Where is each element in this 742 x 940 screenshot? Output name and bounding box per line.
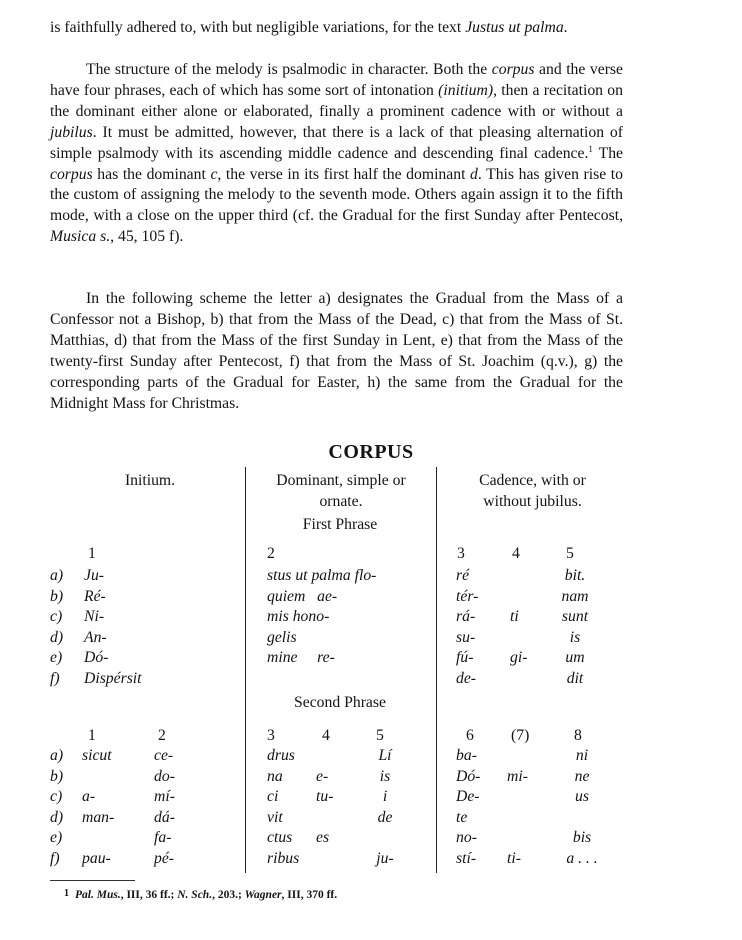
- text-run: Wagner: [244, 889, 282, 901]
- footnote-text: [75, 889, 337, 901]
- footnote-rule: [50, 880, 135, 881]
- table-cell: ré: [456, 567, 470, 584]
- footnote-mark: 1: [64, 888, 69, 899]
- text-run: , then a recitation on the dominant either alone or elaborated, finally a prominent cadence with or without a: [50, 81, 623, 120]
- table-cell: [316, 746, 333, 767]
- table-cell: drus: [267, 747, 295, 764]
- table-cell: [510, 587, 527, 608]
- phrase2-col-4: [316, 746, 333, 869]
- table-cell: na: [267, 767, 283, 785]
- table-cell: b): [50, 767, 64, 785]
- phrase1-initium: [84, 566, 142, 689]
- table-cell: es: [316, 829, 330, 846]
- table-cell: [267, 669, 376, 690]
- phrase2-col-1: [82, 746, 114, 869]
- phrase2-col-number: 3: [267, 727, 275, 744]
- table-cell: ni: [575, 747, 589, 764]
- table-cell: [507, 746, 528, 767]
- text-run: corpus: [50, 165, 93, 183]
- table-cell: Dó-: [456, 767, 481, 785]
- table-cell: man-: [82, 808, 115, 826]
- phrase2-col-3: [267, 746, 299, 869]
- table-cell: stí-: [456, 849, 477, 867]
- table-cell: vit: [267, 808, 283, 826]
- table-cell: dá-: [154, 808, 175, 826]
- table-cell: su-: [456, 628, 476, 646]
- table-cell: rá-: [456, 608, 476, 625]
- table-cell: Lí: [378, 747, 392, 764]
- text-run: N. Sch.: [177, 889, 213, 901]
- text-run: has the dominant: [92, 165, 211, 183]
- table-cell: tér-: [456, 587, 479, 605]
- table-cell: ctus: [267, 829, 293, 846]
- table-cell: ju-: [376, 849, 394, 867]
- table-cell: pau-: [82, 849, 111, 867]
- text-run: , 45, 105 f).: [110, 228, 184, 246]
- phrase1-cadence-3: [456, 566, 478, 689]
- table-cell: mi-: [507, 767, 528, 785]
- table-cell: [82, 767, 114, 788]
- text-run: , the verse in its first half the dominant: [217, 165, 471, 183]
- cadence-column-header: Cadence, with or without jubilus.: [479, 472, 586, 510]
- table-cell: e): [50, 829, 63, 846]
- table-cell: stus ut palma flo-: [267, 567, 377, 584]
- paragraph-2: [50, 60, 623, 248]
- phrase2-col-number: 4: [322, 727, 330, 744]
- text-run: (initium): [438, 81, 494, 99]
- phrase1-col-number: 1: [88, 545, 96, 562]
- phrase1-dominant: [267, 566, 376, 689]
- table-cell: a-: [82, 788, 96, 805]
- table-cell: ti: [510, 608, 519, 625]
- table-cell: nam: [561, 587, 589, 605]
- text-run: c: [210, 165, 218, 183]
- table-cell: dit: [566, 669, 584, 687]
- phrase2-col-6: [456, 746, 480, 869]
- table-cell: d): [50, 808, 64, 826]
- phrase1-cadence-5: [556, 566, 594, 689]
- first-phrase-label: First Phrase: [302, 516, 378, 533]
- table-cell: f): [50, 849, 60, 867]
- table-cell: a): [50, 567, 64, 584]
- table-cell: de-: [456, 669, 477, 687]
- text-run: and the verse have four phrases, each of which has some sort of intonation: [50, 61, 623, 99]
- table-cell: [507, 828, 528, 849]
- table-cell: [560, 808, 604, 829]
- table-cell: Ni-: [84, 608, 105, 625]
- table-cell: b): [50, 587, 64, 605]
- table-cell: bis: [572, 829, 592, 846]
- phrase1-col-number: 3: [457, 545, 465, 562]
- text-run: The: [592, 144, 623, 162]
- table-cell: Ré-: [84, 587, 106, 605]
- table-cell: [316, 808, 333, 829]
- table-cell: do-: [154, 767, 175, 785]
- table-cell: de: [377, 808, 393, 826]
- phrase1-col-number: 5: [566, 545, 574, 562]
- table-cell: sicut: [82, 747, 112, 764]
- table-cell: [510, 566, 527, 587]
- table-cell: te: [456, 808, 468, 826]
- table-cell: c): [50, 608, 63, 625]
- table-cell: De-: [456, 788, 480, 805]
- footnote-ref: 1: [588, 143, 593, 154]
- column-divider-left: [245, 467, 246, 873]
- table-cell: no-: [456, 829, 477, 846]
- table-cell: mis hono-: [267, 608, 330, 625]
- column-divider-right: [436, 467, 437, 873]
- text-run: In the following scheme the letter a) designates the Gradual from the Mass of a Confessor not a Bishop, b) that from the Mass of the Dead, c) that from the Mass of St. Matthias, d) that from the Mass of the first Sunday in Lent, e) that from the Mass of the twenty-first Sunday after Pentecost, f) that from the Mass of St. Joachim (q.v.), g) the corresponding parts of the Gradual for Easter, h) the same from the Gradual for the Midnight Mass for Christmas.: [50, 290, 623, 412]
- table-cell: mí-: [154, 788, 175, 805]
- table-cell: ti-: [507, 849, 521, 867]
- table-cell: gelis: [267, 628, 297, 646]
- text-run: d: [470, 165, 478, 183]
- phrase2-col-number: 6: [466, 727, 474, 744]
- text-run: Musica s.: [50, 228, 111, 246]
- table-cell: e): [50, 649, 63, 666]
- table-cell: i: [382, 788, 388, 805]
- table-cell: fú-: [456, 649, 474, 666]
- text-run: Pal. Mus.: [75, 889, 121, 901]
- table-cell: sunt: [561, 608, 589, 625]
- table-cell: ribus: [267, 849, 300, 867]
- table-cell: a . . .: [566, 849, 598, 867]
- table-cell: fa-: [154, 829, 172, 846]
- phrase2-col-7: [507, 746, 528, 869]
- phrase1-letters: [50, 566, 63, 689]
- table-cell: quiem ae-: [267, 587, 338, 605]
- text-run: . This has given rise to the custom of assigning the melody to the seventh mode. Others again assign it to the fifth mode, with a close on the upper third (cf. the Gradual for the first Sunday after Pentecost,: [50, 165, 623, 225]
- second-phrase-label: Second Phrase: [294, 694, 386, 711]
- paragraph-3: [50, 289, 623, 414]
- table-cell: is: [379, 767, 391, 785]
- phrase2-letters: [50, 746, 63, 869]
- table-cell: ci: [267, 788, 279, 805]
- phrase1-col-number: 2: [267, 545, 275, 562]
- table-cell: [366, 828, 404, 849]
- phrase2-col-number: 2: [158, 727, 166, 744]
- initium-column-header: Initium.: [124, 472, 176, 489]
- table-cell: mine re-: [267, 649, 335, 666]
- phrase2-col-5: [366, 746, 404, 869]
- table-cell: bit.: [564, 567, 586, 584]
- text-run: , III, 370 ff.: [281, 889, 338, 901]
- corpus-heading: CORPUS: [328, 441, 414, 463]
- table-cell: Dispérsit: [84, 669, 142, 687]
- table-cell: [507, 808, 528, 829]
- phrase1-cadence-4: [510, 566, 527, 689]
- table-cell: e-: [316, 767, 329, 785]
- table-cell: is: [569, 628, 581, 646]
- table-cell: [507, 787, 528, 808]
- table-cell: ne: [574, 767, 590, 785]
- phrase2-col-number: (7): [511, 727, 530, 744]
- table-cell: An-: [84, 628, 107, 646]
- text-run: .: [563, 19, 568, 36]
- paragraph-1: [50, 18, 623, 39]
- text-run: corpus: [491, 61, 535, 78]
- table-cell: f): [50, 669, 60, 687]
- phrase2-col-8: [560, 746, 604, 869]
- table-cell: pé-: [154, 849, 175, 867]
- table-cell: d): [50, 628, 64, 646]
- text-run: , 203.;: [212, 889, 245, 901]
- text-run: , III, 36 ff.;: [120, 889, 178, 901]
- text-run: The structure of the melody is psalmodic in character. Both the: [86, 61, 492, 78]
- phrase2-col-number: 5: [376, 727, 384, 744]
- table-cell: [82, 828, 114, 849]
- phrase2-col-number: 1: [88, 727, 96, 744]
- table-cell: [510, 669, 527, 690]
- table-cell: tu-: [316, 788, 334, 805]
- table-cell: Dó-: [84, 649, 109, 666]
- dominant-column-header: Dominant, simple or ornate.: [276, 472, 406, 510]
- phrase1-col-number: 4: [512, 545, 520, 562]
- text-run: is faithfully adhered to, with but negligible variations, for the text: [50, 19, 466, 36]
- table-cell: [510, 628, 527, 649]
- table-cell: ba-: [456, 747, 477, 764]
- table-cell: gi-: [510, 649, 528, 666]
- phrase2-col-2: [154, 746, 175, 869]
- table-cell: c): [50, 788, 63, 805]
- table-cell: us: [575, 788, 589, 805]
- table-cell: Ju-: [84, 567, 105, 584]
- footnote: [64, 888, 337, 901]
- table-cell: [316, 849, 333, 870]
- table-cell: um: [565, 649, 585, 666]
- phrase2-col-number: 8: [574, 727, 582, 744]
- table-cell: a): [50, 747, 64, 764]
- text-run: Justus ut palma: [465, 19, 564, 36]
- text-run: jubilus: [50, 123, 93, 141]
- table-cell: ce-: [154, 747, 174, 764]
- text-run: . It must be admitted, however, that there is a lack of that pleasing alternation of simple psalmody with its ascending middle cadence and descending final cadence.: [50, 123, 623, 162]
